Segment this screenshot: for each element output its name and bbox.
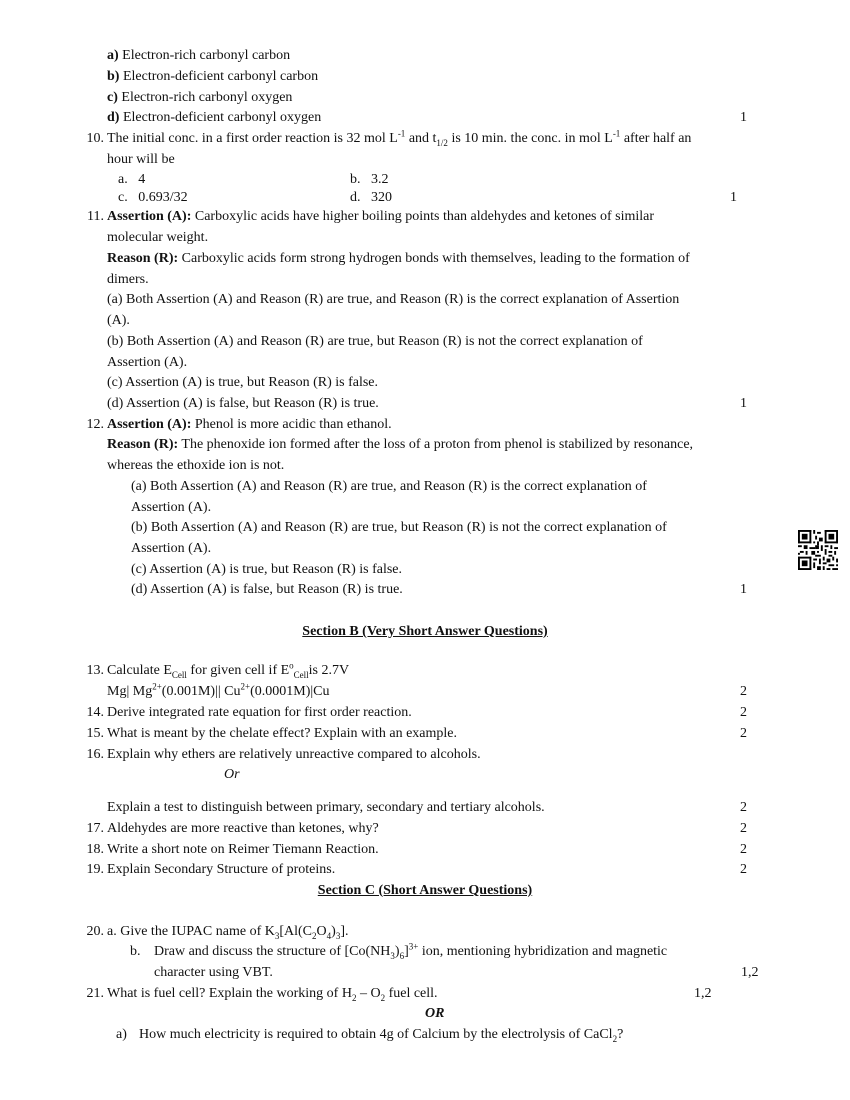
q17-number: 17. (86, 821, 104, 836)
q20-marks: 1,2 (741, 965, 759, 980)
section-b-heading: Section B (Very Short Answer Questions) (302, 624, 548, 639)
q9-option-c: c) Electron-rich carbonyl oxygen (107, 90, 293, 105)
q17-text: Aldehydes are more reactive than ketones, why? (107, 821, 379, 836)
q20-part-b-line2: character using VBT. (154, 965, 273, 980)
q14-marks: 2 (740, 705, 747, 720)
q11-option-c: (c) Assertion (A) is true, but Reason (R) is false. (107, 375, 378, 390)
q12-assertion: Assertion (A): Phenol is more acidic than ethanol. (107, 417, 392, 432)
q21-marks: 1,2 (694, 986, 712, 1001)
q19-marks: 2 (740, 862, 747, 877)
q11-option-b-line2: Assertion (A). (107, 355, 188, 370)
section-c-heading: Section C (Short Answer Questions) (317, 883, 533, 898)
q21-alt-label: a) (116, 1027, 127, 1042)
q12-option-a: (a) Both Assertion (A) and Reason (R) are true, and Reason (R) is the correct explanation of (131, 479, 647, 494)
q9-option-d: d) Electron-deficient carbonyl oxygen (107, 110, 322, 125)
q11-reason-line2: dimers. (107, 272, 149, 287)
q11-option-a-line2: (A). (107, 313, 130, 328)
q9-marks: 1 (740, 110, 747, 125)
q13-number: 13. (86, 663, 104, 678)
q11-marks: 1 (740, 396, 747, 411)
q12-number: 12. (86, 417, 104, 432)
q20-part-b-label: b. (130, 944, 141, 959)
q16-or-label: Or (224, 767, 240, 782)
q21-alt-text: How much electricity is required to obtain 4g of Calcium by the electrolysis of CaCl$_2$? (139, 1027, 624, 1044)
q11-option-d: (d) Assertion (A) is false, but Reason (R) is true. (107, 396, 379, 411)
q16-marks: 2 (740, 800, 747, 815)
q19-text: Explain Secondary Structure of proteins. (107, 862, 336, 877)
q15-marks: 2 (740, 726, 747, 741)
q21-text: What is fuel cell? Explain the working of $H_2 - O_2$ fuel cell. (107, 986, 438, 1003)
q10-text-line2: hour will be (107, 152, 175, 167)
q13-marks: 2 (740, 684, 747, 699)
q15-text: What is meant by the chelate effect? Explain with an example. (107, 726, 457, 741)
q14-text: Derive integrated rate equation for first order reaction. (107, 705, 412, 720)
q10-option-c: c. 0.693/32 (118, 190, 188, 205)
q21-or-label: OR (425, 1006, 445, 1021)
q16-number: 16. (86, 747, 104, 762)
q10-marks: 1 (730, 190, 737, 205)
q21-number: 21. (86, 986, 104, 1001)
q13-text: Calculate $E_{Cell}$ for given cell if $E^o_{Cell}is$ 2.7V (107, 660, 350, 680)
q12-marks: 1 (740, 582, 747, 597)
q10-number: 10. (86, 131, 104, 146)
q20-part-b: Draw and discuss the structure of $[Co(NH_3)_6]^{3+}$ ion, mentioning hybridization and magnetic (154, 941, 668, 961)
q11-assertion: Assertion (A): Carboxylic acids have higher boiling points than aldehydes and ketones of similar (107, 209, 655, 224)
q19-number: 19. (86, 862, 104, 877)
q10-option-b: b. 3.2 (350, 172, 389, 187)
q11-option-a: (a) Both Assertion (A) and Reason (R) are true, and Reason (R) is the correct explanation of Assertion (107, 292, 680, 307)
q12-option-d: (d) Assertion (A) is false, but Reason (R) is true. (131, 582, 403, 597)
q12-option-c: (c) Assertion (A) is true, but Reason (R) is false. (131, 562, 402, 577)
q9-option-b: b) Electron-deficient carbonyl carbon (107, 69, 319, 84)
q12-option-a-line2: Assertion (A). (131, 500, 212, 515)
q14-number: 14. (86, 705, 104, 720)
q16-alternative: Explain a test to distinguish between primary, secondary and tertiary alcohols. (107, 800, 545, 815)
q16-text: Explain why ethers are relatively unreactive compared to alcohols. (107, 747, 481, 762)
q18-number: 18. (86, 842, 104, 857)
q12-option-b: (b) Both Assertion (A) and Reason (R) are true, but Reason (R) is not the correct explanation of (131, 520, 667, 535)
q11-option-b: (b) Both Assertion (A) and Reason (R) are true, but Reason (R) is not the correct explanation of (107, 334, 643, 349)
q12-reason-line2: whereas the ethoxide ion is not. (107, 458, 285, 473)
q20-number: 20. (86, 924, 104, 939)
q13-cell-notation: Mg| $Mg^{2+}(0.001M)||$ $Cu^{2+}(0.0001M)|Cu$ (107, 681, 330, 699)
q20-part-a: a. Give the IUPAC name of $K_3[Al(C_2O_4)_3]$. (107, 924, 349, 941)
qr-code-icon (798, 530, 838, 570)
q12-reason: Reason (R): The phenoxide ion formed after the loss of a proton from phenol is stabilized by resonance, (107, 437, 694, 452)
q15-number: 15. (86, 726, 104, 741)
q18-marks: 2 (740, 842, 747, 857)
q10-option-d: d. 320 (350, 190, 392, 205)
q18-text: Write a short note on Reimer Tiemann Reaction. (107, 842, 379, 857)
q17-marks: 2 (740, 821, 747, 836)
q10-option-a: a. 4 (118, 172, 146, 187)
q12-option-b-line2: Assertion (A). (131, 541, 212, 556)
q10-text: The initial conc. in a first order reaction is 32 mol $L^{-1}$ and $t_{1/2}$ is 10 min. the conc. in mol $L^{-1}$ after half an (107, 128, 692, 148)
q11-assertion-line2: molecular weight. (107, 230, 209, 245)
q11-reason: Reason (R): Carboxylic acids form strong hydrogen bonds with themselves, leading to the formation of (107, 251, 690, 266)
q11-number: 11. (87, 209, 104, 224)
q9-option-a: a) Electron-rich carbonyl carbon (107, 48, 291, 63)
